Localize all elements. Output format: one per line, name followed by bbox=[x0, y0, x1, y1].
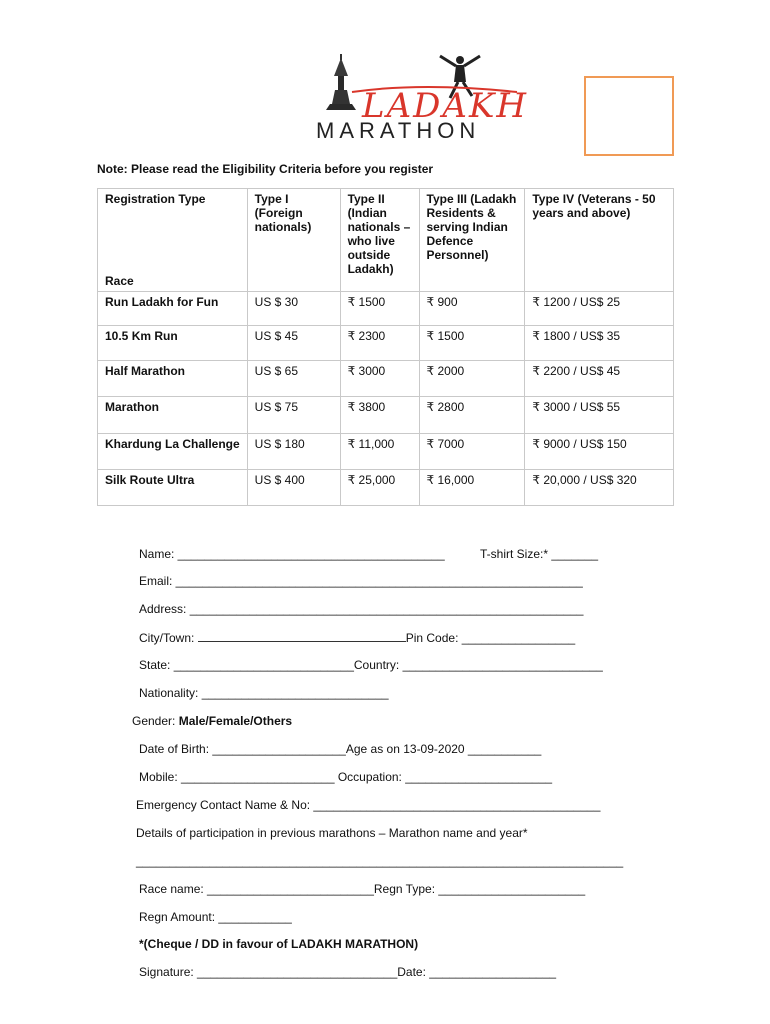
state-country-field[interactable]: State: ___________________________Country: ______________________________ bbox=[139, 658, 603, 672]
header-type-1: Type I (Foreign nationals) bbox=[247, 189, 340, 292]
fee-cell-type-2: ₹ 11,000 bbox=[340, 434, 419, 470]
race-name-cell: Marathon bbox=[98, 397, 248, 434]
gender-field[interactable] bbox=[132, 714, 292, 728]
table-row bbox=[98, 326, 674, 361]
cheque-note: *(Cheque / DD in favour of LADAKH MARATHON) bbox=[139, 937, 419, 951]
header-type-4: Type IV (Veterans - 50 years and above) bbox=[525, 189, 674, 292]
header-registration-type bbox=[98, 189, 248, 292]
header-registration-type-label: Registration Type bbox=[105, 192, 206, 206]
name-field[interactable]: Name: ________________________________________ bbox=[139, 547, 445, 561]
city-town-field[interactable] bbox=[139, 630, 575, 645]
fee-cell-type-4: ₹ 20,000 / US$ 320 bbox=[525, 470, 674, 506]
race-name-cell: Khardung La Challenge bbox=[98, 434, 248, 470]
fee-cell-type-2: ₹ 3800 bbox=[340, 397, 419, 434]
fee-cell-type-3: ₹ 7000 bbox=[419, 434, 525, 470]
registration-fee-table bbox=[97, 188, 674, 506]
table-row bbox=[98, 397, 674, 434]
race-name-cell: 10.5 Km Run bbox=[98, 326, 248, 361]
dob-age-field[interactable]: Date of Birth: ____________________Age as on 13-09-2020 ___________ bbox=[139, 742, 542, 756]
address-field[interactable]: Address: ___________________________________________________________ bbox=[139, 602, 584, 616]
race-name-cell: Half Marathon bbox=[98, 361, 248, 397]
table-row bbox=[98, 434, 674, 470]
logo-word: LADAKH bbox=[362, 86, 528, 126]
gender-label: Gender: bbox=[132, 714, 176, 728]
previous-marathons-label: Details of participation in previous marathons – Marathon name and year* bbox=[136, 826, 528, 840]
fee-cell-type-1: US $ 30 bbox=[247, 292, 340, 326]
mobile-occupation-field[interactable]: Mobile: _______________________ Occupation: ______________________ bbox=[139, 770, 553, 784]
header-race-label: Race bbox=[105, 274, 134, 288]
regn-amount-field[interactable]: Regn Amount: ___________ bbox=[139, 910, 292, 924]
race-name-cell: Run Ladakh for Fun bbox=[98, 292, 248, 326]
photo-box bbox=[584, 76, 674, 156]
fee-cell-type-2: ₹ 3000 bbox=[340, 361, 419, 397]
fee-cell-type-4: ₹ 1800 / US$ 35 bbox=[525, 326, 674, 361]
gender-options[interactable]: Male/Female/Others bbox=[178, 714, 293, 728]
fee-cell-type-3: ₹ 1500 bbox=[419, 326, 525, 361]
header-type-2: Type II (Indian nationals – who live outside Ladakh) bbox=[340, 189, 419, 292]
city-town-line[interactable] bbox=[198, 630, 406, 642]
fee-cell-type-3: ₹ 2800 bbox=[419, 397, 525, 434]
fee-cell-type-4: ₹ 3000 / US$ 55 bbox=[525, 397, 674, 434]
fee-cell-type-1: US $ 65 bbox=[247, 361, 340, 397]
table-row bbox=[98, 292, 674, 326]
fee-cell-type-2: ₹ 1500 bbox=[340, 292, 419, 326]
ladakh-marathon-logo bbox=[312, 52, 534, 144]
race-name-cell: Silk Route Ultra bbox=[98, 470, 248, 506]
fee-cell-type-1: US $ 180 bbox=[247, 434, 340, 470]
table-row bbox=[98, 361, 674, 397]
fee-cell-type-3: ₹ 16,000 bbox=[419, 470, 525, 506]
fee-cell-type-2: ₹ 2300 bbox=[340, 326, 419, 361]
table-row bbox=[98, 470, 674, 506]
eligibility-note: Note: Please read the Eligibility Criteria before you register bbox=[97, 162, 434, 176]
fee-cell-type-4: ₹ 1200 / US$ 25 bbox=[525, 292, 674, 326]
table-header-row bbox=[98, 189, 674, 292]
fee-cell-type-4: ₹ 2200 / US$ 45 bbox=[525, 361, 674, 397]
logo-marathon-text: MARATHON bbox=[316, 118, 481, 143]
fee-cell-type-3: ₹ 2000 bbox=[419, 361, 525, 397]
tshirt-size-field[interactable]: T-shirt Size:* _______ bbox=[480, 547, 599, 561]
fee-cell-type-1: US $ 45 bbox=[247, 326, 340, 361]
race-name-regn-type-field[interactable]: Race name: _________________________Regn Type: ______________________ bbox=[139, 882, 586, 896]
emergency-contact-field[interactable]: Emergency Contact Name & No: ___________________________________________ bbox=[136, 798, 601, 812]
fee-cell-type-1: US $ 400 bbox=[247, 470, 340, 506]
previous-marathons-line[interactable]: _________________________________________________________________________ bbox=[136, 854, 624, 868]
nationality-field[interactable]: Nationality: ____________________________ bbox=[139, 686, 389, 700]
pin-code-field[interactable]: Pin Code: _________________ bbox=[405, 631, 576, 645]
header-type-3: Type III (Ladakh Residents & serving Indian Defence Personnel) bbox=[419, 189, 525, 292]
signature-date-field[interactable]: Signature: ______________________________Date: ___________________ bbox=[139, 965, 557, 979]
fee-cell-type-4: ₹ 9000 / US$ 150 bbox=[525, 434, 674, 470]
fee-cell-type-2: ₹ 25,000 bbox=[340, 470, 419, 506]
email-field[interactable]: Email: _____________________________________________________________ bbox=[139, 574, 583, 588]
fee-cell-type-1: US $ 75 bbox=[247, 397, 340, 434]
fee-cell-type-3: ₹ 900 bbox=[419, 292, 525, 326]
city-town-label: City/Town: bbox=[139, 631, 195, 645]
